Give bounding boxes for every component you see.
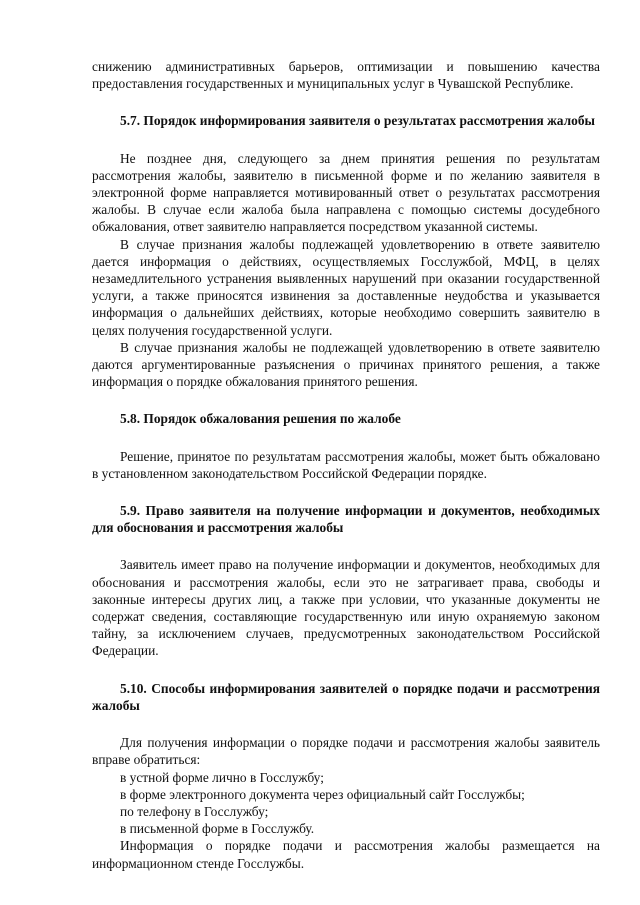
intro-paragraph: снижению административных барьеров, оптимизации и повышению качества предоставления государственных и муниципальных услуг в Чувашской Республике. (92, 59, 600, 92)
section-5-10-paragraph-2: Информация о порядке подачи и рассмотрения жалобы размещается на информационном стенде Госслужбы. (92, 838, 600, 871)
list-item: в устной форме лично в Госслужбу; (120, 769, 324, 785)
section-5-8-paragraph-1: Решение, принятое по результатам рассмотрения жалобы, может быть обжаловано в установленном законодательством Российской Федерации порядке. (92, 448, 600, 481)
section-5-7-paragraph-1: Не позднее дня, следующего за днем принятия решения по результатам рассмотрения жалобы, заявителю в письменной форме и по желанию заявителя в электронной форме направляется мотивированный ответ о результатах рассмотрения жалобы. В случае если жалоба была направлена с помощью системы досудебного обжалования, ответ заявителю направляется посредством указанной системы. (92, 150, 600, 235)
section-5-8-heading: 5.8. Порядок обжалования решения по жалобе (120, 411, 401, 427)
list-item: по телефону в Госслужбу; (120, 803, 269, 819)
section-5-10-heading: 5.10. Способы информирования заявителей о порядке подачи и рассмотрения жалобы (92, 680, 600, 713)
section-5-7-heading: 5.7. Порядок информирования заявителя о результатах рассмотрения жалобы (120, 113, 595, 129)
section-5-7-paragraph-3: В случае признания жалобы не подлежащей удовлетворению в ответе заявителю даются аргументированные разъяснения о причинах принятого решения, а также информация о порядке обжалования принятого решения. (92, 339, 600, 390)
list-item: в форме электронного документа через официальный сайт Госслужбы; (120, 786, 525, 802)
section-5-9-heading: 5.9. Право заявителя на получение информации и документов, необходимых для обоснования и рассмотрения жалобы (92, 503, 600, 536)
list-item: в письменной форме в Госслужбу. (120, 821, 315, 837)
section-5-10-paragraph-1: Для получения информации о порядке подачи и рассмотрения жалобы заявитель вправе обратиться: (92, 735, 600, 768)
section-5-9-paragraph-1: Заявитель имеет право на получение информации и документов, необходимых для обоснования и рассмотрения жалобы, если это не затрагивает права, свободы и законные интересы других лиц, а также при условии, что указанные документы не содержат сведения, составляющие государственную или иную охраняемую законом тайну, за исключением случаев, предусмотренных законодательством Российской Федерации. (92, 557, 600, 659)
section-5-7-paragraph-2: В случае признания жалобы подлежащей удовлетворению в ответе заявителю дается информация о действиях, осуществляемых Госслужбой, МФЦ, в целях незамедлительного устранения выявленных нарушений при оказании государственной услуги, а также приносятся извинения за доставленные неудобства и указывается информация о дальнейших действиях, которые необходимо совершить заявителю в целях получения государственной услуги. (92, 236, 600, 338)
